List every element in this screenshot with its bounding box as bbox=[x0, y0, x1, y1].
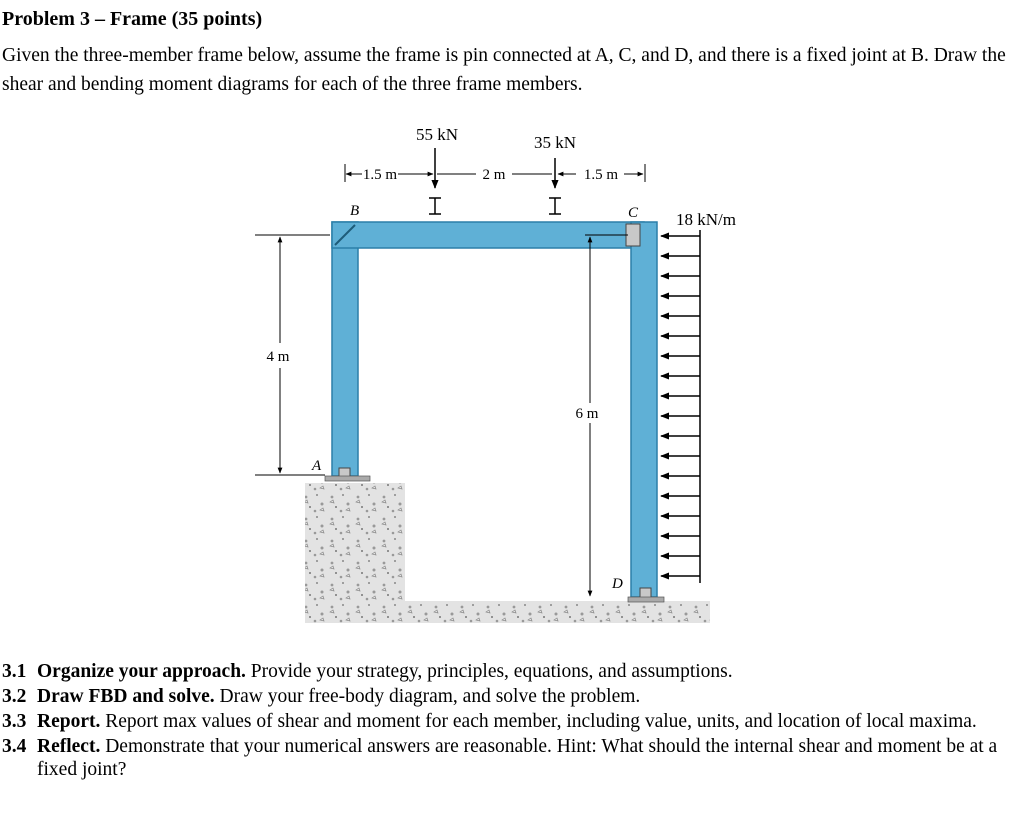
task-number: 3.4 bbox=[2, 736, 27, 757]
dim-4m: 4 m bbox=[266, 349, 290, 365]
frame-figure bbox=[250, 118, 736, 628]
task-item bbox=[2, 735, 1017, 781]
task-list bbox=[2, 660, 1017, 783]
problem-title: Problem 3 – Frame (35 points) bbox=[2, 8, 263, 30]
point-load-35 bbox=[549, 158, 561, 214]
label-a: A bbox=[312, 458, 322, 474]
task-body: Draw your free-body diagram, and solve the problem. bbox=[219, 686, 641, 707]
point-load-55 bbox=[429, 148, 441, 214]
task-number: 3.1 bbox=[2, 661, 27, 682]
label-b: B bbox=[350, 203, 360, 219]
task-body: Demonstrate that your numerical answers are reasonable. Hint: What should the internal shear and moment be at a fixed joint? bbox=[37, 736, 998, 780]
label-d: D bbox=[612, 576, 623, 592]
task-item bbox=[2, 710, 1017, 733]
load-55-label: 55 kN bbox=[415, 125, 459, 144]
task-number: 3.3 bbox=[2, 711, 27, 732]
label-c: C bbox=[628, 205, 639, 221]
member-cd bbox=[631, 222, 657, 597]
task-heading: Draw FBD and solve. bbox=[37, 686, 220, 707]
dist-load-label: 18 kN/m bbox=[676, 210, 736, 229]
pin-c bbox=[626, 224, 640, 246]
task-item bbox=[2, 660, 1017, 683]
pin-d bbox=[640, 588, 651, 598]
problem-description: Given the three-member frame below, assume the frame is pin connected at A, C, and D, and there is a fixed joint at B. Draw the shear and bending moment diagrams for each of the three frame members. bbox=[2, 45, 1006, 95]
task-heading: Organize your approach. bbox=[37, 661, 251, 682]
dim-6m: 6 m bbox=[575, 406, 599, 422]
dim-2m: 2 m bbox=[482, 167, 506, 183]
task-item bbox=[2, 685, 1017, 708]
member-ab bbox=[332, 222, 358, 476]
dim-1-5m-left: 1.5 m bbox=[362, 167, 398, 183]
dim-1-5m-right: 1.5 m bbox=[583, 167, 619, 183]
load-35-label: 35 kN bbox=[533, 133, 577, 152]
task-heading: Report. bbox=[37, 711, 106, 732]
task-body: Provide your strategy, principles, equations, and assumptions. bbox=[250, 661, 733, 682]
task-number: 3.2 bbox=[2, 686, 27, 707]
task-body: Report max values of shear and moment for each member, including value, units, and location of local maxima. bbox=[105, 711, 977, 732]
distributed-load bbox=[661, 230, 700, 583]
task-heading: Reflect. bbox=[37, 736, 106, 757]
